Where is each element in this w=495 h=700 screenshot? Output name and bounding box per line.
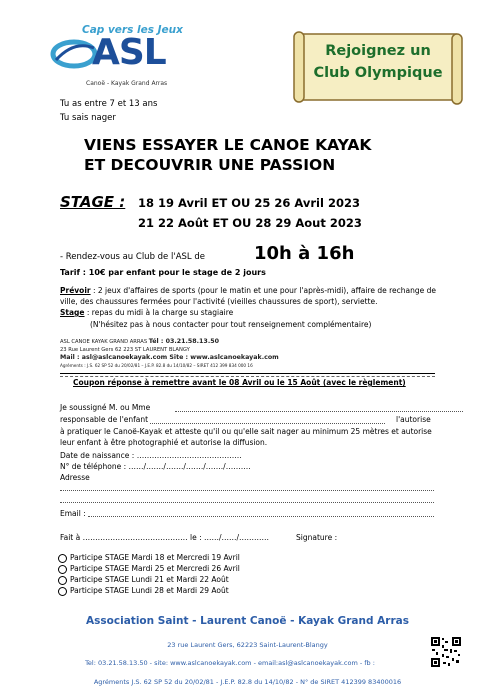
email-field[interactable] (88, 516, 434, 517)
fait-field[interactable]: Fait à …………………………………… le : ……/……/………… (60, 533, 270, 542)
option-row[interactable] (58, 553, 240, 563)
logo-subtitle: Canoë - Kayak Grand Arras (86, 80, 168, 87)
stage-label: STAGE : (60, 193, 126, 211)
responsable-label: responsable de l'enfant (60, 415, 149, 424)
address-line-1[interactable] (60, 490, 434, 491)
contact-note: (N'hésitez pas à nous contacter pour tout renseignement complémentaire) (90, 320, 372, 329)
footer-agrements: Agréments J.S. 62 SP 52 du 20/02/81 - J.E.P. 82.8 du 14/10/82 - N° de SIRET 412399 83400016 (93, 678, 402, 686)
address-line-2[interactable] (60, 502, 434, 503)
stage-meal-label: Stage (60, 308, 85, 317)
footer-association: Association Saint - Laurent Canoë - Kayak Grand Arras (86, 615, 409, 627)
radio-button[interactable] (58, 576, 67, 585)
enfant-field[interactable] (150, 423, 385, 424)
separator-line (60, 373, 435, 374)
footer-contacts: Tel: 03.21.58.13.50 - site: www.aslcanoekayak.com - email:asl@aslcanoekayak.com - fb : (85, 659, 375, 667)
eligibility (60, 97, 157, 125)
contact-club: ASL CANOE KAYAK GRAND ARRAS (60, 339, 148, 345)
option-label: Participe STAGE Mardi 25 et Mercredi 26 Avril (70, 564, 240, 573)
soussigne-field[interactable] (175, 411, 463, 412)
banner-text (300, 40, 456, 84)
rendezvous-hours: 10h à 16h (254, 243, 355, 264)
banner-line-1: Rejoignez un (325, 43, 431, 59)
qr-code-icon (430, 636, 462, 668)
logo-swoosh-icon (50, 38, 98, 70)
birthdate-field[interactable]: Date de naissance : …………………………………… (60, 451, 242, 460)
prevoir-label: Prévoir (60, 286, 91, 295)
radio-button[interactable] (58, 565, 67, 574)
signature-label: Signature : (296, 533, 338, 542)
coupon-title: Coupon réponse à remettre avant le 08 Avril ou le 15 Août (avec le règlement) (73, 378, 406, 387)
soussigne-label: Je soussigné M. ou Mme (60, 403, 151, 412)
footer-address: 23 rue Laurent Gers, 62223 Saint-Laurent-Blangy (167, 641, 328, 649)
contact-block (60, 338, 279, 370)
autorise-label: l'autorise (396, 415, 431, 424)
contact-phone: Tél : 03.21.58.13.50 (148, 338, 219, 345)
contact-address: 23 Rue Laurent Gers 62 223 ST LAURENT BLANGY (60, 347, 190, 353)
radio-button[interactable] (58, 587, 67, 596)
tarif-text: Tarif : 10€ par enfant pour le stage de 2 jours (60, 268, 266, 277)
radio-button[interactable] (58, 554, 67, 563)
email-label: Email : (60, 509, 86, 518)
banner-line-2: Club Olympique (313, 65, 443, 81)
stage-dates-august: 21 22 Août ET OU 28 29 Aout 2023 (138, 216, 362, 230)
stage-dates-april: 18 19 Avril ET OU 25 26 Avril 2023 (138, 196, 360, 210)
option-row[interactable] (58, 586, 229, 596)
option-row[interactable] (58, 575, 229, 585)
address-label: Adresse (60, 473, 90, 482)
attestation-text: à pratiquer le Canoë-Kayak et atteste qu'il ou qu'elle sait nager au minimum 25 mètres et autorise leur enfant à être photographié et autorise la diffusion. (60, 427, 432, 447)
cut-line (60, 376, 435, 377)
logo-tagline: Cap vers les Jeux (82, 24, 183, 36)
headline-line-1: VIENS ESSAYER LE CANOE KAYAK (84, 136, 372, 154)
eligibility-swim: Tu sais nager (60, 113, 116, 123)
phone-field[interactable]: N° de téléphone : ……/……./……./……./……./………. (60, 462, 251, 471)
stage-meal-text: : repas du midi à la charge su stagiaire (84, 308, 234, 317)
contact-agrements: Agréments : J.S. 62 SP 52 du 20/02/81 – J.E.P. 82.8 du 14/10/82 – SIRET 412 399 834 000 16 (60, 363, 253, 368)
option-label: Participe STAGE Lundi 21 et Mardi 22 Août (70, 575, 229, 584)
prevoir-block (60, 285, 440, 318)
contact-mail-site: Mail : asl@aslcanoekayak.com Site : www.aslcanoekayak.com (60, 354, 279, 361)
prevoir-text: : 2 jeux d'affaires de sports (pour le matin et une pour l'après-midi), affaire de rechange de ville, des chaussures fermées pour l'activité (vieilles chaussures de sport), serviette. (60, 286, 436, 306)
eligibility-age: Tu as entre 7 et 13 ans (60, 99, 158, 109)
logo-name: ASL (92, 32, 166, 73)
rendezvous-text: - Rendez-vous au Club de l'ASL de (60, 252, 205, 262)
option-label: Participe STAGE Mardi 18 et Mercredi 19 Avril (70, 553, 240, 562)
option-label: Participe STAGE Lundi 28 et Mardi 29 Août (70, 586, 229, 595)
option-row[interactable] (58, 564, 240, 574)
headline-line-2: ET DECOUVRIR UNE PASSION (84, 156, 336, 174)
